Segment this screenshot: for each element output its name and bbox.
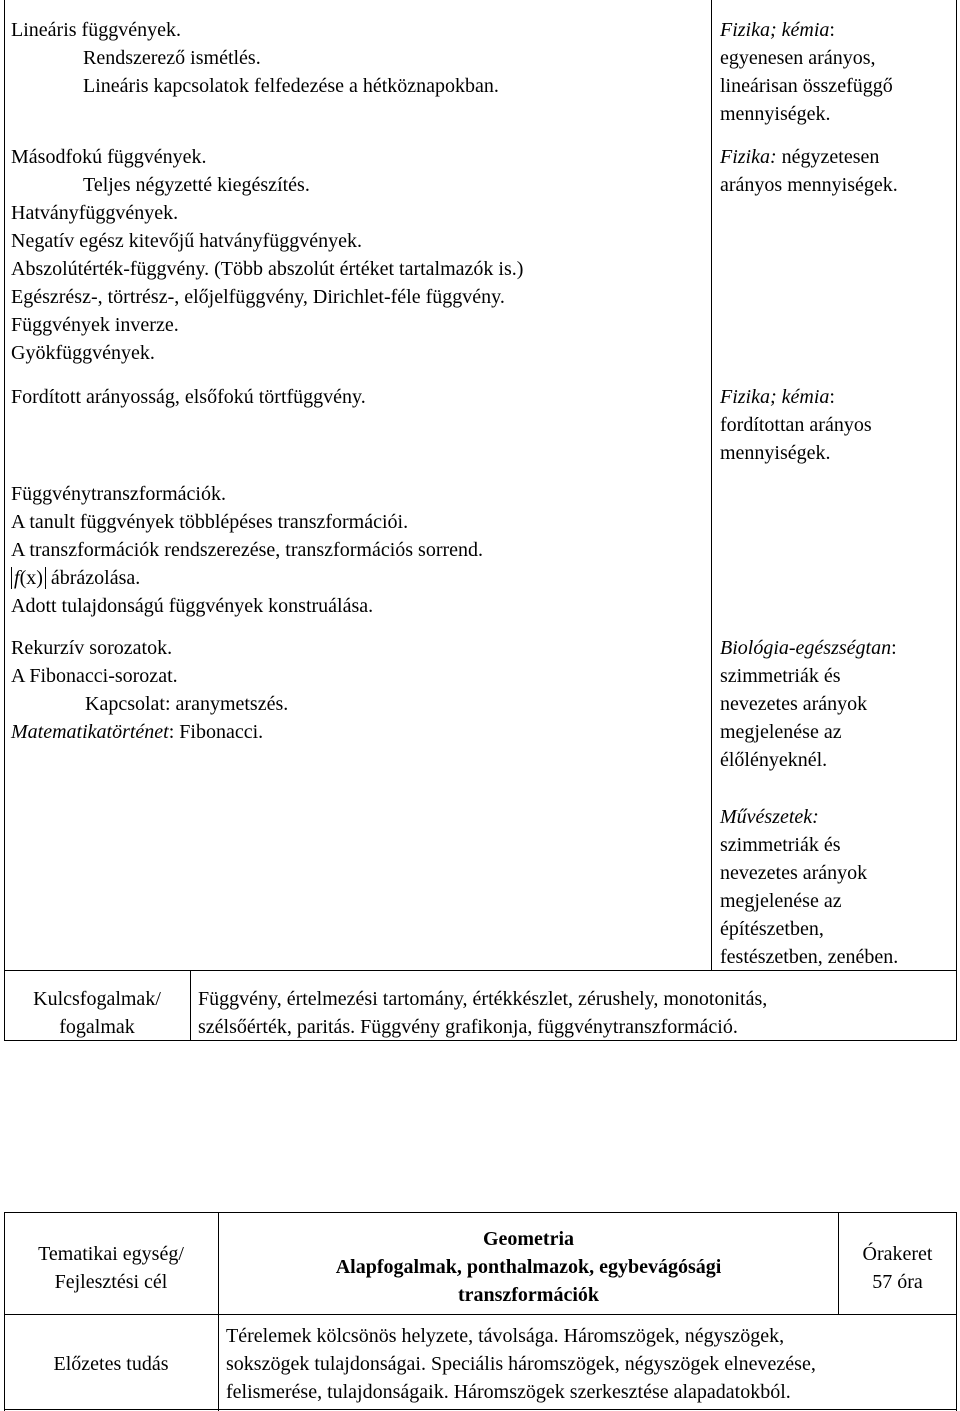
- absolute-value-item: Abszolútérték-függvény. (Több abszolút értéket tartalmazók is.): [11, 258, 524, 280]
- unit-label: [4, 1240, 218, 1296]
- math-history-item: [11, 718, 288, 746]
- cross-subject-line: mennyiségek.: [720, 103, 831, 125]
- inverse-proportion-item: Fordított arányosság, elsőfokú törtfüggvény.: [11, 386, 366, 408]
- table-border-right: [956, 0, 957, 1041]
- math-history-text: : Fibonacci.: [168, 721, 264, 743]
- fx-argument: (x): [19, 567, 43, 589]
- cross-subject-line: fordítottan arányos: [720, 414, 872, 436]
- transformations-item: Adott tulajdonságú függvények konstruálása.: [11, 595, 374, 617]
- quadratic-functions-title: Másodfokú függvények.: [11, 146, 207, 168]
- label-colon: :: [891, 637, 897, 659]
- golden-ratio-item: Kapcsolat: aranymetszés.: [85, 693, 289, 715]
- inverse-proportion-block: [11, 383, 366, 411]
- column-divider: [711, 0, 712, 970]
- fx-plot-text: ábrázolása.: [45, 567, 141, 589]
- cross-subject-line: nevezetes arányok: [720, 693, 868, 715]
- cross-subject-line: szimmetriák és: [720, 665, 841, 687]
- prereq-line: sokszögek tulajdonságai. Speciális háromszögek, négyszögek elnevezése,: [226, 1353, 816, 1375]
- linear-functions-item: Rendszerező ismétlés.: [83, 47, 261, 69]
- physics-chemistry-label: Fizika; kémia: [720, 386, 830, 408]
- keywords-label: [4, 985, 190, 1041]
- prereq-line: felismerése, tulajdonságaik. Háromszögek szerkesztése alapadatokból.: [226, 1381, 791, 1403]
- prereq-label: [4, 1350, 218, 1378]
- physics-quadratic-block: [720, 143, 898, 199]
- cross-subject-label-line: [720, 634, 897, 662]
- hours-value: 57 óra: [872, 1271, 923, 1293]
- prereq-text: [226, 1322, 816, 1406]
- hours-cell: [839, 1240, 956, 1296]
- cross-subject-line: lineárisan összefüggő: [720, 75, 893, 97]
- cross-subject-line: mennyiségek.: [720, 442, 831, 464]
- abs-fx-plot-item: [11, 564, 483, 592]
- cross-subject-line: építészetben,: [720, 918, 824, 940]
- fx-function-symbol: f: [14, 567, 20, 589]
- unit-label-line: Fejlesztési cél: [54, 1271, 168, 1293]
- math-history-label: Matematikatörténet: [11, 721, 169, 743]
- cross-subject-label-line: [720, 16, 893, 44]
- keywords-label-divider: [190, 970, 191, 1041]
- unit-label-line: Tematikai egység/: [38, 1243, 184, 1265]
- cross-subject-line: megjelenése az: [720, 721, 842, 743]
- unit-title-line: Geometria: [482, 1228, 575, 1250]
- cross-subject-line: élőlényeknél.: [720, 749, 828, 771]
- complete-square-item: Teljes négyzetté kiegészítés.: [83, 174, 310, 196]
- physics-label: Fizika:: [720, 146, 777, 168]
- label-colon: :: [829, 386, 835, 408]
- table-border-left: [4, 0, 5, 1041]
- lower-table-right: [956, 1212, 957, 1411]
- root-functions-item: Gyökfüggvények.: [11, 342, 155, 364]
- cross-subject-text: négyzetesen: [776, 146, 880, 168]
- physics-chemistry-linear-block: [720, 16, 893, 128]
- linear-functions-block: [11, 16, 499, 100]
- cross-subject-line: szimmetriák és: [720, 834, 841, 856]
- quadratic-functions-block: [11, 143, 523, 367]
- physics-chemistry-inverse-block: [720, 383, 872, 467]
- keywords-line: szélsőérték, paritás. Függvény grafikonja, függvénytranszformáció.: [198, 1016, 738, 1038]
- negative-power-item: Negatív egész kitevőjű hatványfüggvények.: [11, 230, 362, 252]
- inverse-functions-item: Függvények inverze.: [11, 314, 179, 336]
- prereq-line: Térelemek kölcsönös helyzete, távolsága. Háromszögek, négyszögek,: [226, 1325, 785, 1347]
- keywords-label-line: fogalmak: [59, 1016, 135, 1038]
- recursive-sequences-block: [11, 634, 288, 746]
- cross-subject-line: arányos mennyiségek.: [720, 174, 898, 196]
- transformations-item: A transzformációk rendszerezése, transzformációs sorrend.: [11, 539, 484, 561]
- keywords-line: Függvény, értelmezési tartomány, értékkészlet, zérushely, monotonitás,: [198, 988, 768, 1010]
- unit-title-line: Alapfogalmak, ponthalmazok, egybevágósági: [335, 1256, 722, 1278]
- cross-subject-line: megjelenése az: [720, 890, 842, 912]
- transformations-item: A tanult függvények többlépéses transzformációi.: [11, 511, 409, 533]
- hours-label: Órakeret: [862, 1243, 933, 1265]
- arts-label: Művészetek:: [720, 806, 819, 828]
- cross-subject-line: egyenesen arányos,: [720, 47, 876, 69]
- power-functions-item: Hatványfüggvények.: [11, 202, 179, 224]
- linear-functions-item: Lineáris kapcsolatok felfedezése a hétköznapokban.: [83, 75, 499, 97]
- prereq-label-text: Előzetes tudás: [53, 1353, 169, 1375]
- cross-subject-line: festészetben, zenében.: [720, 946, 899, 968]
- transformations-title: Függvénytranszformációk.: [11, 483, 226, 505]
- biology-block: [720, 634, 897, 774]
- transformations-block: [11, 480, 483, 620]
- keywords-label-line: Kulcsfogalmak/: [33, 988, 161, 1010]
- cross-subject-line: nevezetes arányok: [720, 862, 868, 884]
- unit-title-line: transzformációk: [457, 1284, 600, 1306]
- recursive-sequences-title: Rekurzív sorozatok.: [11, 637, 173, 659]
- fibonacci-item: A Fibonacci-sorozat.: [11, 665, 178, 687]
- lower-row-divider: [4, 1314, 957, 1315]
- abs-fx-expression: [11, 567, 46, 589]
- biology-label: Biológia-egészségtan: [720, 637, 892, 659]
- arts-block: [720, 803, 898, 971]
- lower-table-top: [4, 1212, 957, 1213]
- cross-subject-label-line: [720, 143, 898, 171]
- physics-chemistry-label: Fizika; kémia: [720, 19, 830, 41]
- linear-functions-title: Lineáris függvények.: [11, 19, 181, 41]
- cross-subject-label-line: [720, 383, 872, 411]
- lower-table-bottom: [4, 1409, 957, 1410]
- keywords-text: [198, 985, 767, 1041]
- label-colon: :: [829, 19, 835, 41]
- unit-title: [219, 1225, 838, 1309]
- integer-fraction-item: Egészrész-, törtrész-, előjelfüggvény, Dirichlet-féle függvény.: [11, 286, 505, 308]
